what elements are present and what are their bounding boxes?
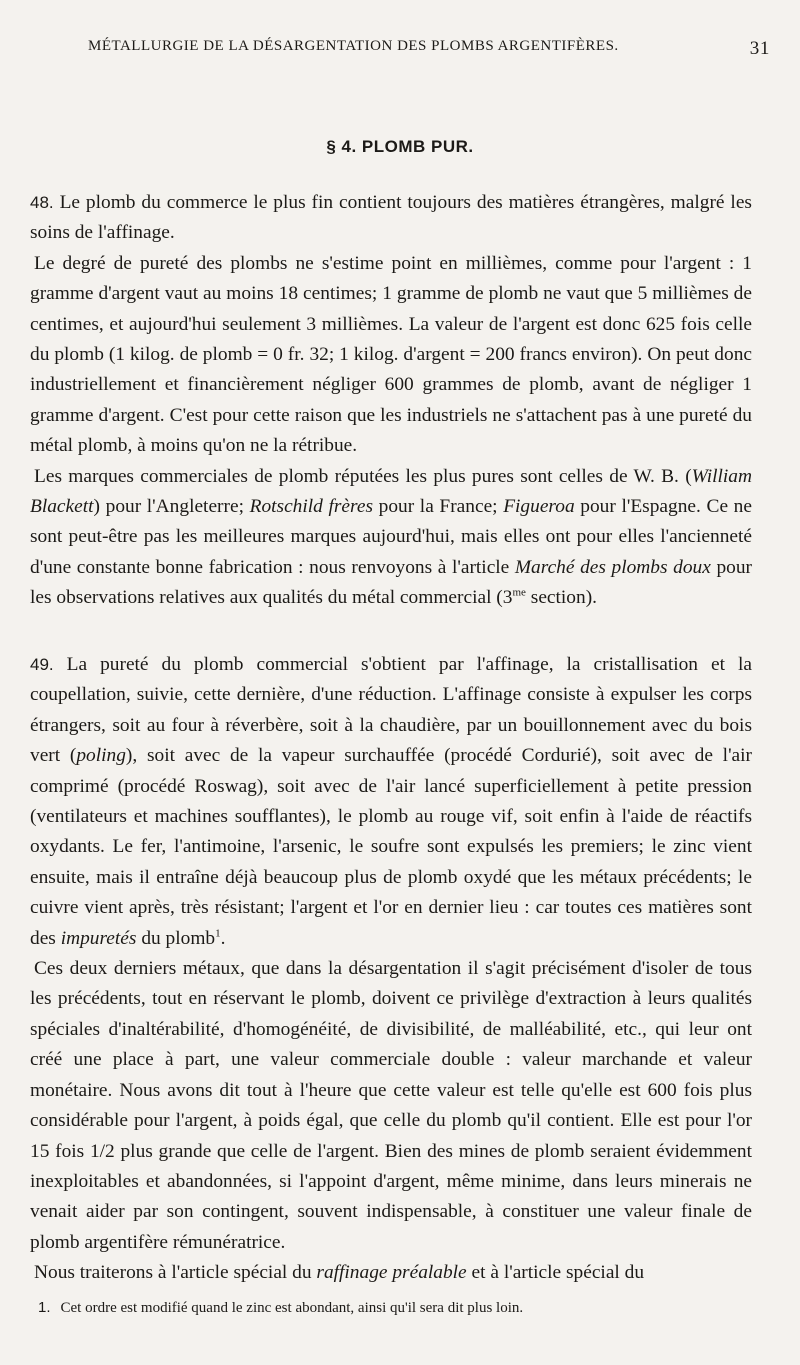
text-run: section). [525,587,597,609]
italic-run: Figueroa [503,496,575,518]
section-title: § 4. PLOMB PUR. [326,137,474,156]
superscript: me [512,586,526,599]
text-run: Nous traiterons à l'article spécial du [34,1262,317,1284]
italic-run: William Blackett [30,465,752,518]
italic-run: Rotschild frères [249,496,373,518]
paragraph-48-intro [30,188,752,249]
paragraph-number: 48. [30,193,54,212]
paragraph-48 [30,188,752,614]
footnote [38,1298,758,1318]
italic-run: raffinage préalable [316,1262,467,1284]
paragraph-text: Le degré de pureté des plombs ne s'estime point en millièmes, comme pour l'argent : 1 gramme d'argent vaut au moins 18 centimes; 1 gramme de plomb ne vaut que 5 millièmes de centimes, et aujourd'hui seulement 3 millièmes. La valeur de l'argent est donc 625 fois celle du plomb (1 kilog. de plomb = 0 fr. 32; 1 kilog. d'argent = 200 francs environ). On peut donc industriellement et financièrement négliger 600 grammes de plomb, avant de négliger 1 gramme d'argent. C'est pour cette raison que les industriels ne s'attachent pas à une pureté du métal plomb, à moins qu'on ne la rétribue. [30,252,752,457]
italic-run: poling [76,745,126,767]
paragraph-number: 49. [30,655,54,674]
text-run: et à l'article spécial du [466,1262,645,1284]
footnote-ref: 1 [215,927,221,940]
footnote-number: 1. [38,1299,51,1316]
paragraph-text [30,1258,752,1288]
paragraph-text [30,462,752,614]
running-title: MÉTALLURGIE DE LA DÉSARGENTATION DES PLOMBS ARGENTIFÈRES. [88,38,619,54]
paragraph-49-intro [30,650,752,954]
running-head [88,38,770,60]
text-run: ), soit avec de la vapeur surchauffée (procédé Cordurié), soit avec de l'air comprimé (procédé Roswag), soit avec de l'air lancé superficiellement à petite pression (ventilateurs et machines soufflantes), le plomb au rouge vif, soit enfin à l'aide de réactifs oxydants. Le fer, l'antimoine, l'arsenic, le soufre sont expulsés les premiers; le zinc vient ensuite, mais il entraîne déjà beaucoup plus de plomb oxydé que les métaux précédents; le cuivre vient après, très résistant; l'argent et l'or en dernier lieu : car toutes ces matières sont des [30,745,753,949]
footnote-text: Cet ordre est modifié quand le zinc est abondant, ainsi qu'il sera dit plus loin. [60,1300,524,1316]
text-run: pour les observations relatives aux qualités du métal commercial (3 [30,556,752,609]
paragraph-text: Ces deux derniers métaux, que dans la désargentation il s'agit précisément d'isoler de tous les précédents, tout en réservant le plomb, doivent ce privilège d'extraction à leurs qualités spéciales d'inaltérabilité, d'homogénéité, de divisibilité, de malléabilité, etc., qui leur ont créé une place à part, une valeur commerciale double : valeur marchande et valeur monétaire. Nous avons dit tout à l'heure que cette valeur est telle qu'elle est 600 fois plus considérable pour l'argent, à poids égal, que celle du plomb qu'il contient. Elle est pour l'or 15 fois 1/2 plus grande que celle de l'argent. Bien des mines de plomb seraient évidemment inexploitables et abandonnées, si l'appoint d'argent, même minime, dans leurs minerais ne venait aider par son contingent, souvent indispensable, à constituer une valeur finale de plomb argentifère rémunératrice. [30,958,752,1253]
text-run: ) pour l'Angleterre; [93,496,250,518]
text-run: pour la France; [373,496,504,518]
paragraph-text: Le plomb du commerce le plus fin contient toujours des matières étrangères, malgré les soins de l'affinage. [30,192,752,244]
paragraph-49 [30,650,752,1289]
text-run: Les marques commerciales de plomb réputées les plus pures sont celles de W. B. ( [34,465,692,487]
text-run: . [220,927,226,949]
italic-run: Marché des plombs doux [514,556,711,578]
text-run: La pureté du plomb commercial s'obtient par l'affinage, la cristallisation et la coupellation, suivie, cette dernière, d'une réduction. L'affinage consiste à expulser les corps étrangers, soit au four à réverbère, soit à la chaudière, par un bouillonnement avec du bois vert ( [30,654,752,767]
text-run: du plomb [136,927,216,949]
text-run: pour l'Espagne. Ce ne sont peut-être pas les meilleures marques aujourd'hui, mais elles ont pour elles l'ancienneté d'une constante bonne fabrication : nous renvoyons à l'article [30,496,752,578]
italic-run: impuretés [60,927,137,949]
page-number: 31 [749,38,770,59]
